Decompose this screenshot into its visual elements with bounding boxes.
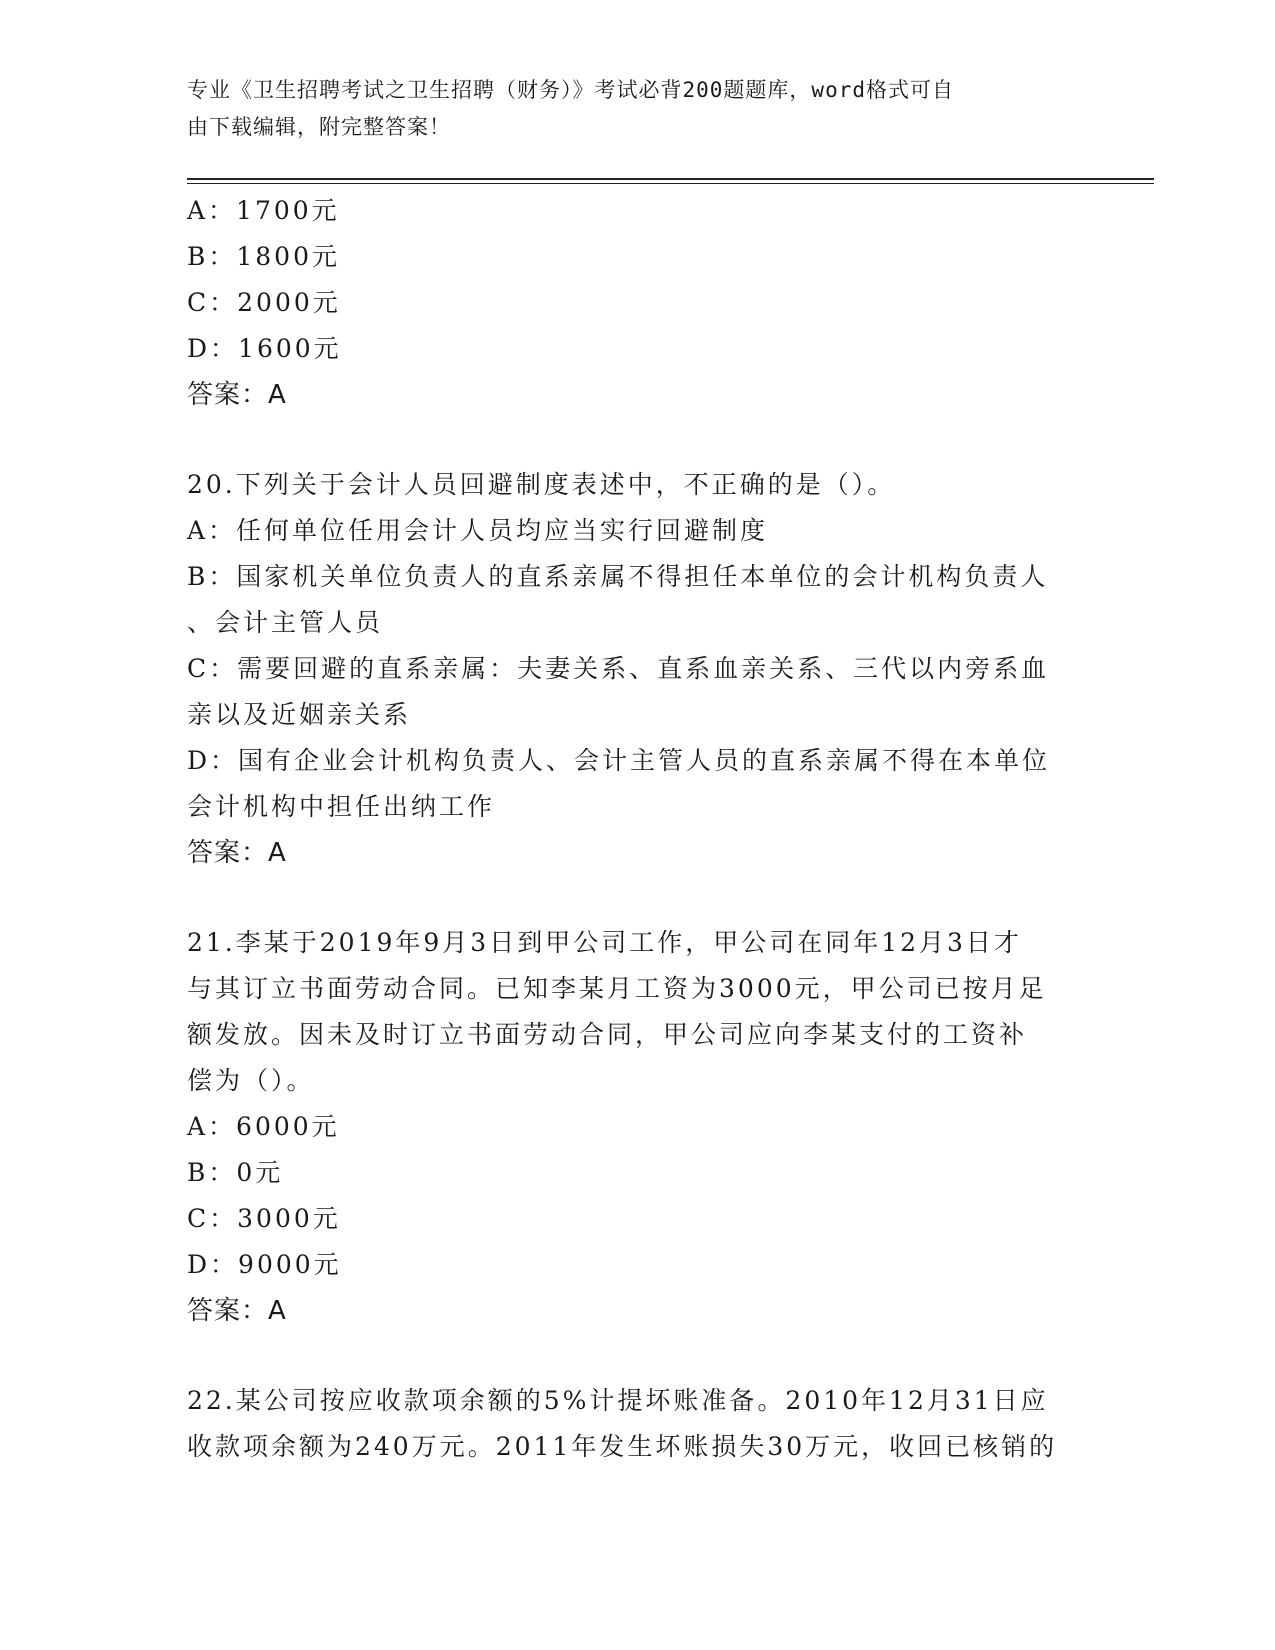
option-c: C：3000元: [187, 1204, 341, 1233]
option-b: B：国家机关单位负责人的直系亲属不得担任本单位的会计机构负责人: [187, 562, 1049, 591]
answer-line: 答案：A: [187, 380, 287, 410]
question-stem-continued: 偿为（）。: [187, 1066, 315, 1095]
header-rule-thick: [187, 178, 1154, 180]
option-d: D：国有企业会计机构负责人、会计主管人员的直系亲属不得在本单位: [187, 746, 1051, 775]
option-d: D：9000元: [187, 1250, 342, 1279]
answer-line: 答案：A: [187, 838, 287, 868]
option-b: B：1800元: [187, 242, 340, 271]
document-header: [187, 72, 1067, 146]
answer-line: 答案：A: [187, 1296, 287, 1326]
header-line-2: 由下载编辑，附完整答案！: [187, 115, 451, 139]
spacer: [187, 876, 1087, 920]
option-b-continued: 、会计主管人员: [187, 608, 384, 637]
question-19: [187, 188, 1087, 418]
document-body: [187, 188, 1087, 1470]
question-stem: 21.李某于2019年9月3日到甲公司工作，甲公司在同年12月3日才: [187, 928, 1022, 957]
option-d-continued: 会计机构中担任出纳工作: [187, 792, 496, 821]
question-22: [187, 1378, 1087, 1470]
option-c-continued: 亲以及近姻亲关系: [187, 700, 412, 729]
question-stem-continued: 与其订立书面劳动合同。已知李某月工资为3000元，甲公司已按月足: [187, 974, 1047, 1003]
option-a: A：6000元: [187, 1112, 340, 1141]
option-a: A：任何单位任用会计人员均应当实行回避制度: [187, 516, 769, 545]
option-a: A：1700元: [187, 196, 340, 225]
spacer: [187, 418, 1087, 462]
header-line-1: 专业《卫生招聘考试之卫生招聘（财务）》考试必背200题题库，word格式可自: [187, 78, 954, 102]
option-b: B：0元: [187, 1158, 284, 1187]
question-stem: 20.下列关于会计人员回避制度表述中，不正确的是（）。: [187, 470, 896, 499]
question-stem: 22.某公司按应收款项余额的5%计提坏账准备。2010年12月31日应: [187, 1386, 1049, 1415]
question-20: [187, 462, 1087, 876]
question-21: [187, 920, 1087, 1334]
option-c: C：2000元: [187, 288, 341, 317]
question-stem-continued: 额发放。因未及时订立书面劳动合同，甲公司应向李某支付的工资补: [187, 1020, 1028, 1049]
option-d: D：1600元: [187, 334, 342, 363]
option-c: C：需要回避的直系亲属：夫妻关系、直系血亲关系、三代以内旁系血: [187, 654, 1050, 683]
header-rule-thin: [187, 183, 1154, 184]
spacer: [187, 1334, 1087, 1378]
question-stem-continued: 收款项余额为240万元。2011年发生坏账损失30万元，收回已核销的: [187, 1432, 1058, 1461]
